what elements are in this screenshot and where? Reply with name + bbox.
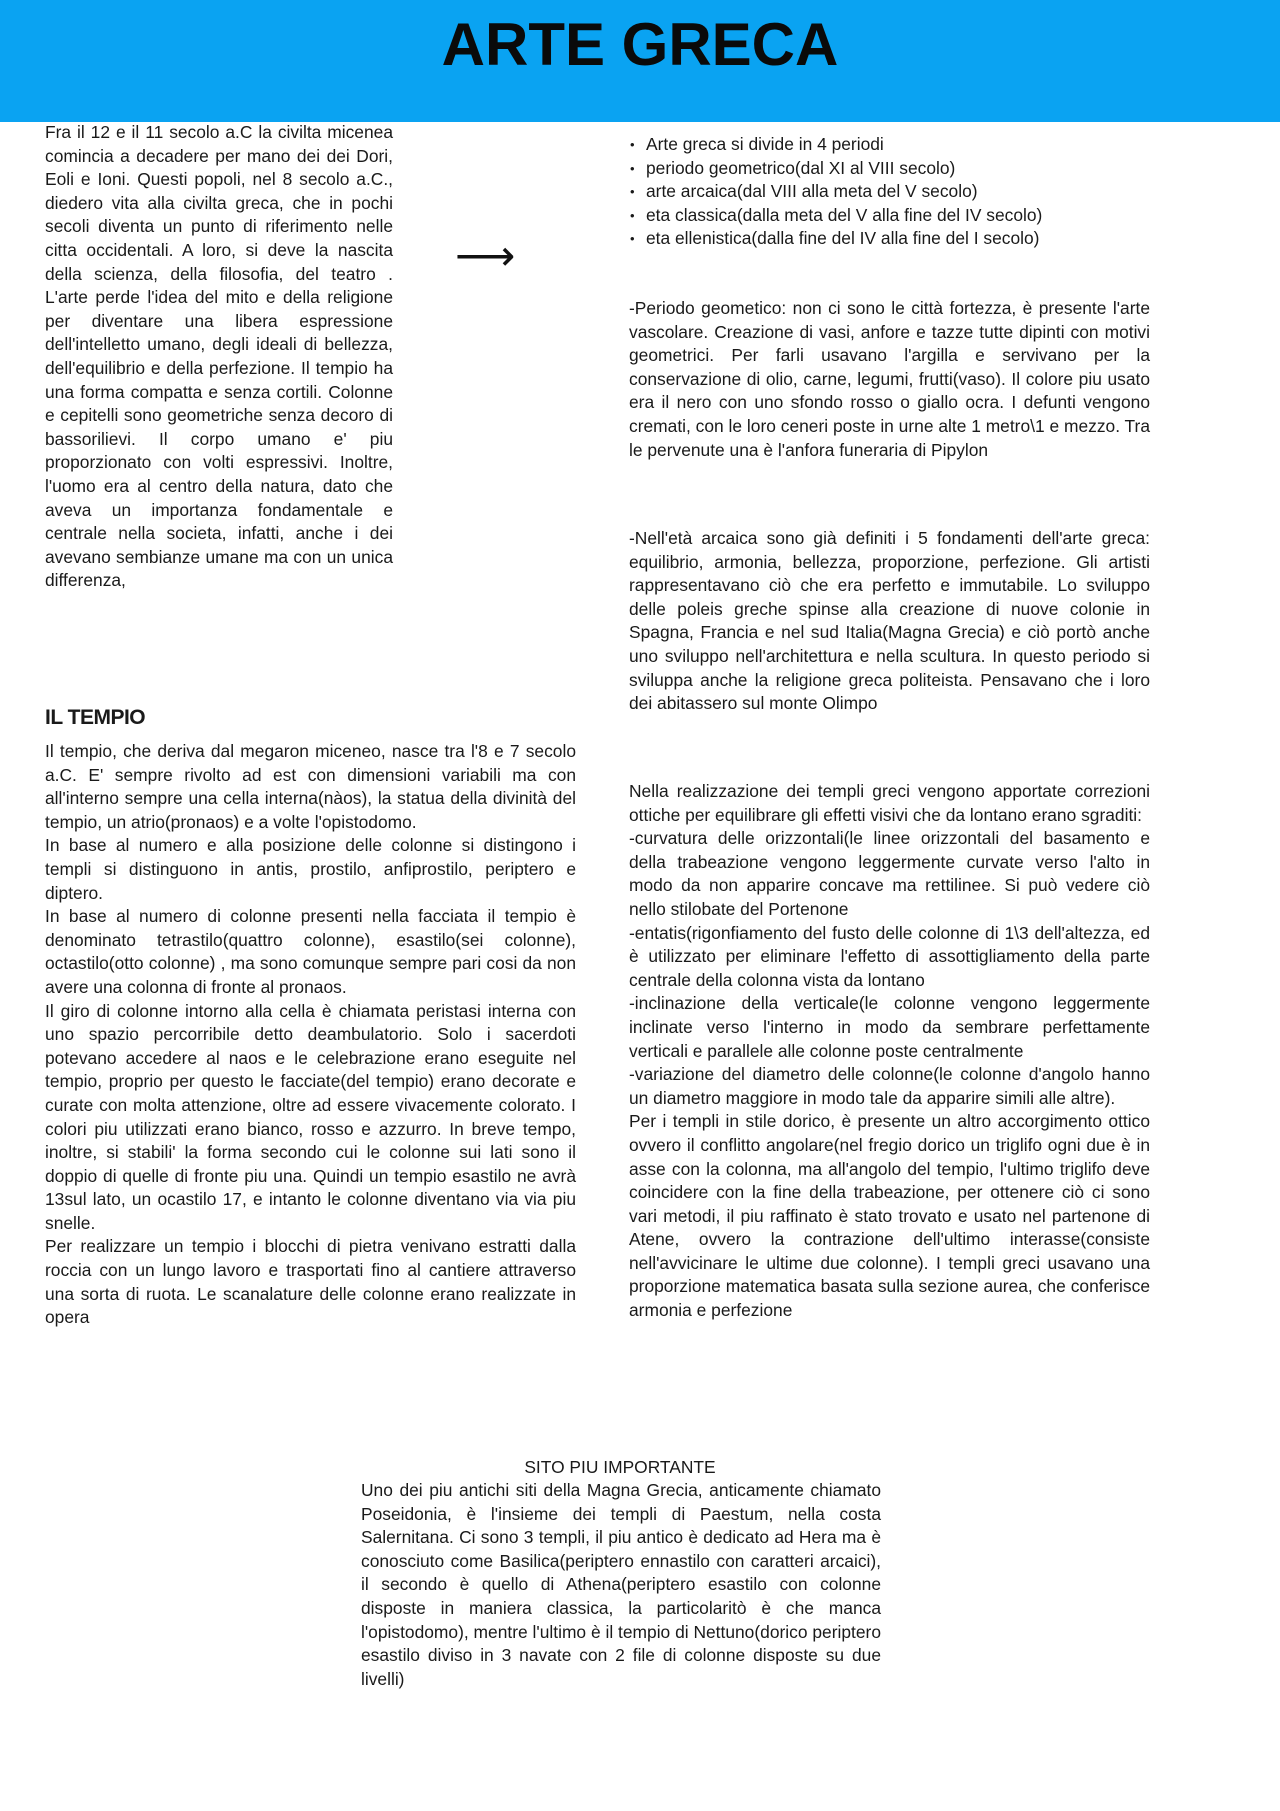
list-item: • arte arcaica(dal VIII alla meta del V secolo): [628, 180, 1168, 204]
temple-paragraph: Per realizzare un tempio i blocchi di pietra venivano estratti dalla roccia con un lungo lavoro e trasportati fino al cantiere attraverso una sorta di ruota. Le scanalature delle colonne erano realizzate in opera: [45, 1236, 576, 1328]
site-paragraph: Uno dei piu antichi siti della Magna Grecia, anticamente chiamato Poseidonia, è l'insieme dei templi di Paestum, nella costa Salernitana. Ci sono 3 templi, il piu antico è dedicato ad Hera ma è conosciuto come Basilica(periptero ennastilo con caratteri arcaici), il secondo è quello di Athena(periptero esastilo con colonne disposte in maniera classica, la particolaritò è che manca l'opistodomo), mentre l'ultimo è il tempio di Nettuno(dorico periptero esastilo diviso in 3 navate con 2 file di colonne disposte su due livelli): [361, 1480, 881, 1689]
title-banner: [0, 0, 1280, 122]
temple-paragraph: In base al numero e alla posizione delle colonne si distingono i templi si distinguono in antis, prostilo, anfiprostilo, periptero e diptero.: [45, 835, 576, 903]
optical-corrections-section: [629, 780, 1150, 1323]
temple-paragraph: In base al numero di colonne presenti nella facciata il tempio è denominato tetrastilo(quattro colonne), esastilo(sei colonne), octastilo(otto colonne) , ma sono comunque sempre pari cosi da non avere una colonna di fronte al pronaos.: [45, 906, 576, 997]
archaic-period-section: [629, 527, 1150, 716]
page-title: ARTE GRECA: [441, 11, 839, 78]
periods-list: [628, 133, 1168, 251]
list-item: • periodo geometrico(dal XI al VIII secolo): [628, 157, 1168, 181]
geometric-period-section: [629, 297, 1150, 462]
temple-section: [45, 740, 576, 1330]
temple-paragraph: Il giro di colonne intorno alla cella è chiamata peristasi interna con uno spazio percorribile detto deambulatorio. Solo i sacerdoti potevano accedere al naos e le celebrazione erano eseguite nel tempio, proprio per questo le facciate(del tempio) erano decorate e curate con molta attenzione, oltre ad essere vivacemente colorato. I colori piu utilizzati erano bianco, rosso e azzurro. In breve tempo, inoltre, si stabili' la forma secondo cui le colonne sui lati sono il doppio di quelle di fronte piu una. Quindi un tempio esastilo ne avrà 13sul lato, un ocastilo 17, e intanto le colonne diventano via via piu snelle.: [45, 1000, 576, 1233]
archaic-paragraph: -Nell'età arcaica sono già definiti i 5 fondamenti dell'arte greca: equilibrio, armonia, bellezza, proporzione, perfezione. Gli artisti rappresentavano ciò che era perfetto e immutabile. Lo sviluppo delle poleis greche spinse alla creazione di nuove colonie in Spagna, Francia e nel sud Italia(Magna Grecia) e ciò portò anche uno sviluppo nell'architettura e nella scultura. In questo periodo si sviluppa anche la religione greca politeista. Pensavano che i loro dei abitassero sul monte Olimpo: [629, 528, 1150, 714]
site-heading: SITO PIU IMPORTANTE: [524, 1457, 716, 1477]
list-item: • eta classica(dalla meta del V alla fine del IV secolo): [628, 204, 1168, 228]
intro-paragraph: Fra il 12 e il 11 secolo a.C la civilta micenea comincia a decadere per mano dei dei Dori, Eoli e Ioni. Questi popoli, nel 8 secolo a.C., diedero vita alla civilta greca, che in pochi secoli diventa un punto di riferimento nelle citta occidentali. A loro, si deve la nascita della scienza, della filosofia, del teatro . L'arte perde l'idea del mito e della religione per diventare una libera espressione dell'intelletto umano, degli ideali di bellezza, dell'equilibrio e della perfezione. Il tempio ha una forma compatta e senza cortili. Colonne e cepitelli sono geometriche senza decoro di bassorilievi. Il corpo umano e' piu proporzionato con volti espressivi. Inoltre, l'uomo era al centro della natura, dato che aveva un importanza fondamentale e centrale nella societa, infatti, anche i dei avevano sembianze umane ma con un unica differenza,: [45, 122, 393, 591]
optical-paragraph: -inclinazione della verticale(le colonne vengono leggermente inclinate verso l'interno in modo da sembrare perfettamente verticali e parallele alle colonne poste centralmente: [629, 993, 1150, 1061]
geometric-paragraph: -Periodo geometico: non ci sono le città fortezza, è presente l'arte vascolare. Creazione di vasi, anfore e tazze tutte dipinti con motivi geometrici. Per farli usavano l'argilla e servivano per la conservazione di olio, carne, legumi, frutti(vaso). Il colore piu usato era il nero con uno sfondo rosso o giallo ocra. I defunti vengono cremati, con le loro ceneri poste in urne alte 1 metro\1 e mezzo. Tra le pervenute una è l'anfora funeraria di Pipylon: [629, 298, 1150, 460]
optical-paragraph: Per i templi in stile dorico, è presente un altro accorgimento ottico ovvero il conflitto angolare(nel fregio dorico un triglifo ogni due è in asse con la colonna, ma all'angolo del tempio, l'ultimo triglifo deve coincidere con la fine della trabeazione, per ottenere ciò ci sono vari metodi, il piu raffinato è stato trovato e usato nel partenone di Atene, ovvero la contrazione dell'ultimo interasse(consiste nell'avvicinare le ultime due colonne). I templi greci usavano una proporzione matematica basata sulla sezione aurea, che conferisce armonia e perfezione: [629, 1111, 1150, 1321]
list-item: • eta ellenistica(dalla fine del IV alla fine del I secolo): [628, 227, 1168, 251]
temple-paragraph: Il tempio, che deriva dal megaron miceneo, nasce tra l'8 e 7 secolo a.C. E' sempre rivolto ad est con dimensioni variabili ma con all'interno sempre una cella interna(nàos), la statua della divinità del tempio, un atrio(pronaos) e a volte l'opistodomo.: [45, 741, 576, 832]
optical-paragraph: Nella realizzazione dei templi greci vengono apportate correzioni ottiche per equilibrare gli effetti visivi che da lontano erano sgraditi:: [629, 781, 1150, 825]
list-item: • Arte greca si divide in 4 periodi: [628, 133, 1168, 157]
temple-heading: IL TEMPIO: [45, 706, 146, 729]
arrow-right-icon: ⟶: [455, 232, 516, 279]
site-section: [361, 1479, 881, 1691]
optical-paragraph: -variazione del diametro delle colonne(le colonne d'angolo hanno un diametro maggiore in modo tale da apparire simili alle altre).: [629, 1064, 1150, 1108]
optical-paragraph: -entatis(rigonfiamento del fusto delle colonne di 1\3 dell'altezza, ed è utilizzato per eliminare l'effetto di assottigliamento della parte centrale della colonna vista da lontano: [629, 922, 1150, 990]
intro-section: [45, 121, 393, 593]
optical-paragraph: -curvatura delle orizzontali(le linee orizzontali del basamento e della trabeazione vengono leggermente curvate verso l'alto in modo da non apparire concave ma rettilinee. Si può vedere ciò nello stilobate del Portenone: [629, 828, 1150, 919]
